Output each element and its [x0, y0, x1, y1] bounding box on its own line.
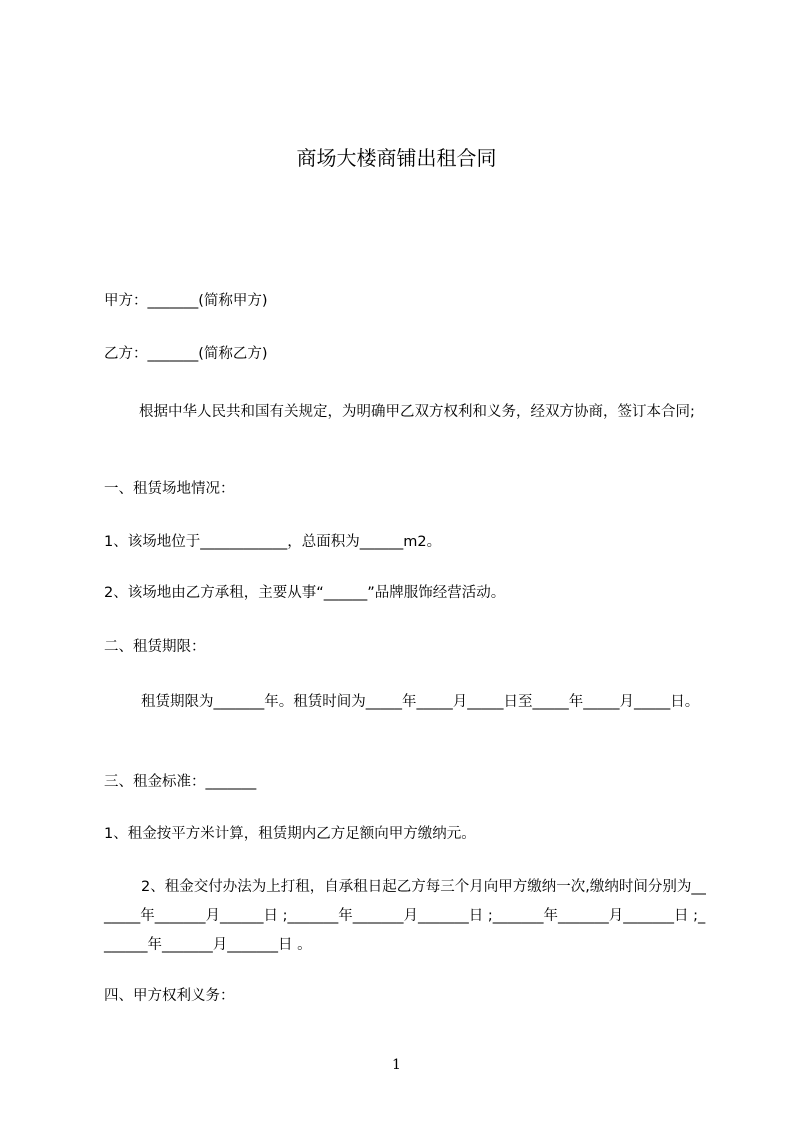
section-3-item-1: 1、租金按平方米计算，租赁期内乙方足额向甲方缴纳元。: [104, 826, 476, 842]
party-a-line: 甲方：_______(简称甲方): [104, 293, 268, 309]
section-4-heading: 四、甲方权利义务：: [104, 988, 235, 1004]
document-title: 商场大楼商铺出租合同: [296, 146, 497, 170]
intro-paragraph: 根据中华人民共和国有关规定，为明确甲乙双方权利和义务，经双方协商，签订本合同;: [139, 404, 695, 420]
section-2-heading: 二、租赁期限：: [104, 639, 206, 655]
section-3-heading: 三、租金标准：_______: [104, 774, 257, 790]
party-b-line: 乙方：_______(简称乙方): [104, 346, 268, 362]
section-3-item-2: 2、租金交付办法为上打租，自承租日起乙方每三个月向甲方缴纳一次,缴纳时间分别为_______年_______月______日 ;_______年_______月_______日 ;_______年_______月_______日 ;_______年_______月_______日 。: [104, 879, 706, 953]
section-2-paragraph: 租赁期限为_______年。租赁时间为_____年_____月_____日至_____年_____月_____日。: [141, 694, 700, 710]
section-1-item-1: 1、该场地位于____________，总面积为______m2。: [104, 534, 442, 550]
section-1-item-2: 2、该场地由乙方承租，主要从事“______”品牌服饰经营活动。: [104, 585, 506, 601]
section-1-heading: 一、租赁场地情况：: [104, 481, 235, 497]
page-number: 1: [392, 1057, 401, 1073]
